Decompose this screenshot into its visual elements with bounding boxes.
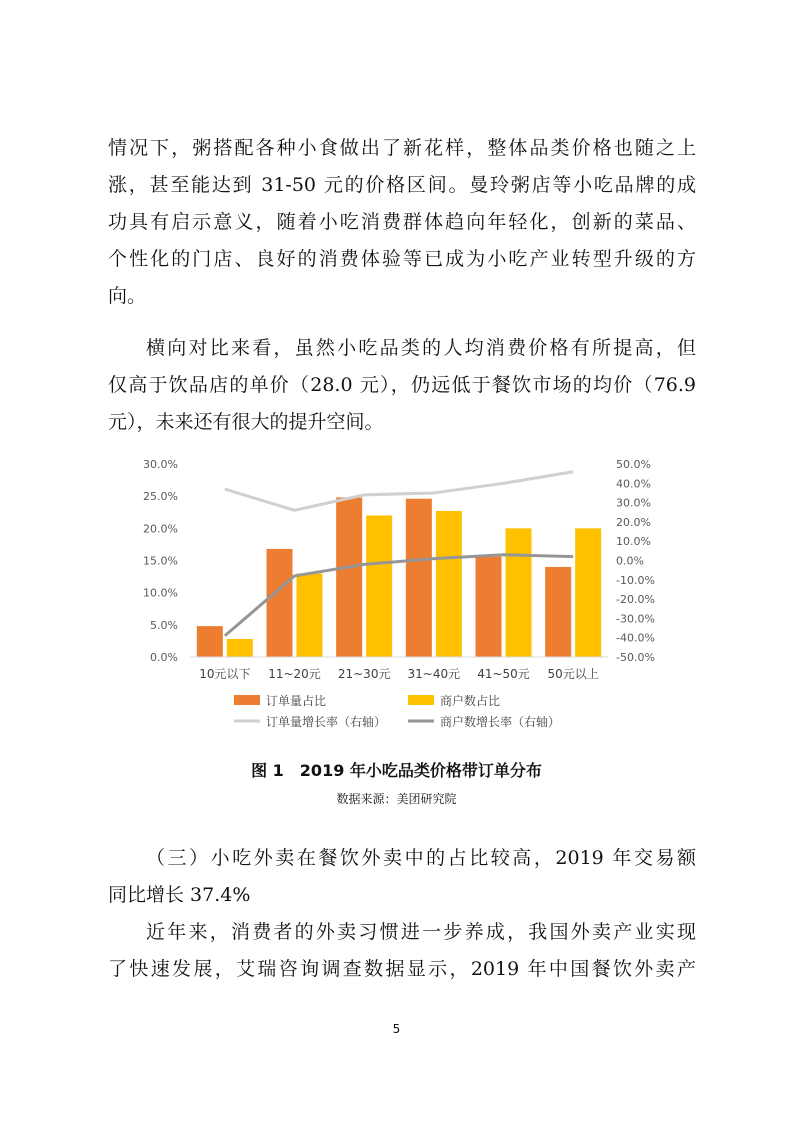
bar-orders (545, 567, 571, 657)
text-line: 功具有启示意义，随着小吃消费群体趋向年轻化，创新的菜品、 (108, 211, 696, 233)
left-tick-label: 25.0% (143, 490, 178, 504)
bar-merchants (366, 515, 392, 657)
text-line: 了快速发展，艾瑞咨询调查数据显示，2019 年中国餐饮外卖产 (108, 958, 696, 980)
right-tick-label: -20.0% (616, 593, 655, 607)
left-tick-label: 20.0% (143, 522, 178, 536)
x-axis-labels (199, 666, 599, 681)
bar-orders (476, 557, 502, 657)
right-tick-label: 40.0% (616, 477, 651, 491)
right-tick-label: 30.0% (616, 496, 651, 510)
left-tick-label: 30.0% (143, 458, 178, 471)
x-tick-label: 41~50元 (477, 667, 530, 681)
bar-orders (267, 549, 293, 657)
figure-source: 数据来源：美团研究院 (336, 792, 457, 806)
paragraph-2 (108, 330, 696, 441)
left-tick-label: 15.0% (143, 554, 178, 568)
bar-merchants (227, 639, 253, 657)
price-band-chart (140, 450, 660, 740)
text-line: 近年来，消费者的外卖习惯进一步养成，我国外卖产业实现 (146, 921, 696, 943)
legend-label: 订单量增长率（右轴） (266, 715, 387, 729)
paragraph-3 (108, 914, 696, 988)
left-axis-ticks (143, 458, 178, 664)
paragraph-1 (108, 130, 696, 315)
text-line: 仅高于饮品店的单价（28.0 元），仍远低于餐饮市场的均价（76.9 (108, 374, 696, 396)
text-line: 个性化的门店、良好的消费体验等已成为小吃产业转型升级的方 (108, 248, 696, 270)
legend-label: 商户数占比 (440, 694, 501, 708)
heading-line: （三）小吃外卖在餐饮外卖中的占比较高，2019 年交易额 (146, 847, 696, 869)
x-tick-label: 50元以上 (547, 667, 599, 681)
legend-swatch (234, 695, 260, 705)
right-tick-label: -50.0% (616, 651, 655, 664)
x-tick-label: 11~20元 (268, 667, 321, 681)
right-tick-label: 0.0% (616, 554, 644, 568)
right-axis-ticks (616, 458, 655, 664)
bar-series (190, 497, 608, 657)
bar-orders (197, 626, 223, 657)
line-orders-growth (225, 472, 573, 511)
bar-merchants (575, 528, 601, 657)
x-tick-label: 21~30元 (337, 667, 391, 681)
left-tick-label: 10.0% (143, 586, 178, 600)
chart-legend (234, 693, 560, 729)
bar-merchants (297, 573, 323, 657)
bar-orders (336, 497, 362, 657)
right-tick-label: -10.0% (616, 573, 655, 587)
text-line: 向。 (108, 285, 147, 307)
text-line: 横向对比来看，虽然小吃品类的人均消费价格有所提高，但 (146, 337, 696, 359)
page-number: 5 (392, 1022, 401, 1036)
right-tick-label: -40.0% (616, 631, 655, 645)
text-line: 情况下，粥搭配各种小食做出了新花样，整体品类价格也随之上 (108, 137, 696, 159)
text-line: 元），未来还有很大的提升空间。 (108, 411, 384, 433)
left-tick-label: 5.0% (150, 618, 178, 632)
section-heading (108, 840, 696, 914)
right-tick-label: 10.0% (616, 535, 651, 549)
right-tick-label: -30.0% (616, 612, 655, 626)
heading-line: 同比增长 37.4% (108, 884, 251, 906)
figure-caption: 图 1 2019 年小吃品类价格带订单分布 (251, 761, 542, 780)
right-tick-label: 20.0% (616, 515, 651, 529)
legend-swatch (408, 695, 434, 705)
bar-merchants (506, 528, 532, 657)
right-tick-label: 50.0% (616, 458, 651, 471)
legend-label: 商户数增长率（右轴） (440, 715, 561, 729)
legend-label: 订单量占比 (266, 694, 327, 708)
text-line: 涨，甚至能达到 31-50 元的价格区间。曼玲粥店等小吃品牌的成 (108, 174, 696, 196)
left-tick-label: 0.0% (150, 651, 178, 664)
x-tick-label: 31~40元 (407, 667, 461, 681)
x-tick-label: 10元以下 (199, 667, 251, 681)
bar-orders (406, 499, 432, 657)
bar-merchants (436, 511, 462, 657)
